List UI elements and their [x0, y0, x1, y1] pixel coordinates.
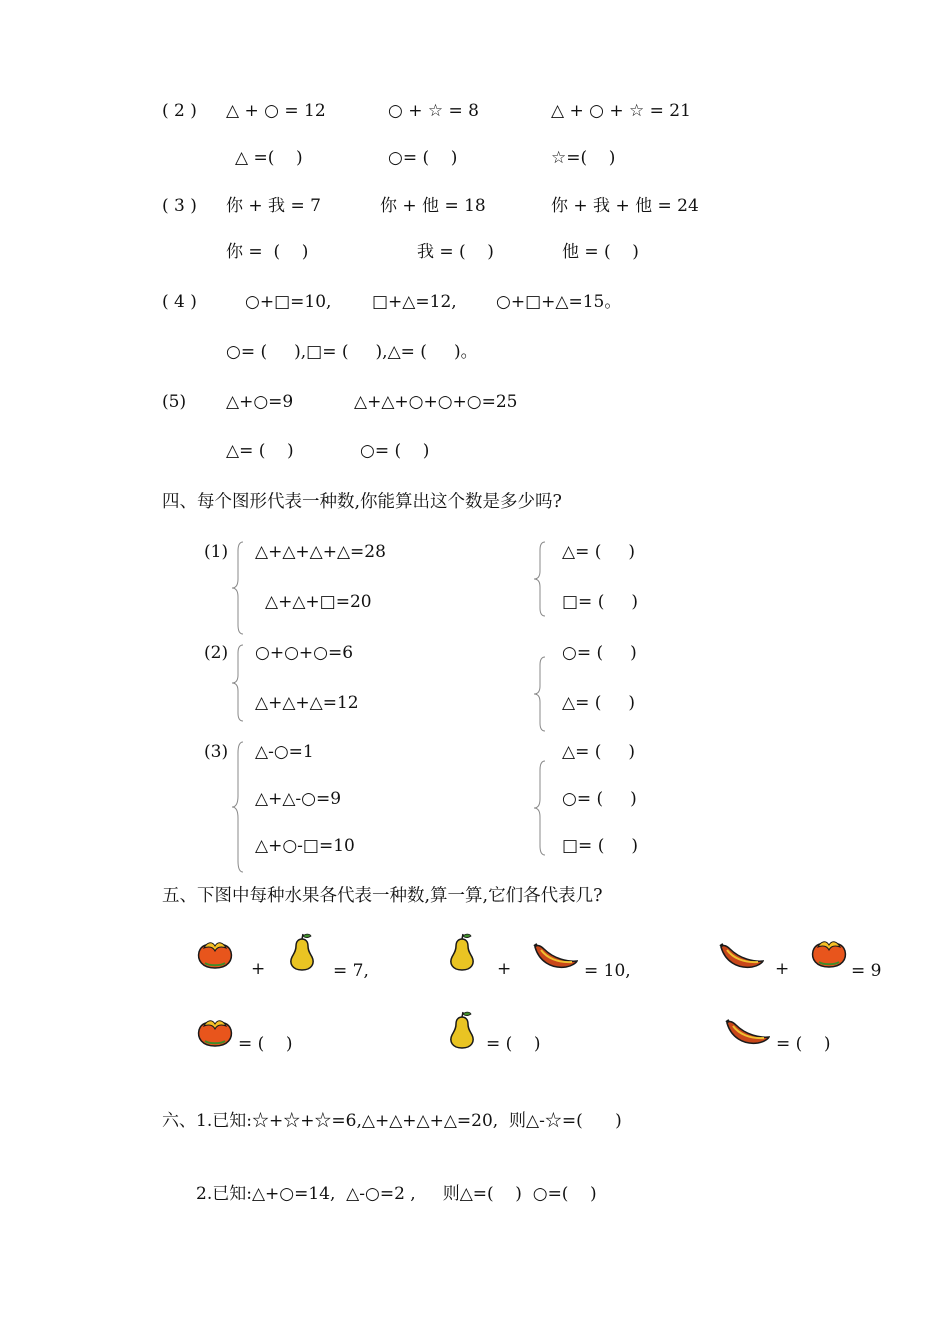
s4-p1-left-brace — [230, 541, 246, 635]
p2-answer-circle: ○= ( ) — [388, 148, 458, 168]
p5-label: (5) — [162, 392, 187, 412]
s4-p3-eq1: △-○=1 — [255, 742, 314, 762]
p4-eq3: ○+□+△=15。 — [496, 292, 622, 312]
banana-icon — [718, 942, 764, 972]
plus-sign: + — [497, 959, 512, 979]
s4-p1-eq2: △+△+□=20 — [265, 592, 372, 612]
s4-p3-left-brace — [230, 741, 246, 873]
banana-icon — [724, 1018, 770, 1048]
p5-eq1: △+○=9 — [226, 392, 294, 412]
peach-icon — [196, 935, 234, 971]
result-row2: = 10, — [584, 961, 631, 981]
answer-banana: = ( ) — [776, 1034, 831, 1054]
p3-answer-him: 他 = ( ) — [562, 242, 639, 262]
s4-p3-answer-triangle: △= ( ) — [562, 742, 636, 762]
p3-answer-you: 你 = ( ) — [226, 242, 309, 262]
s4-p2-left-brace — [230, 644, 246, 722]
plus-sign: + — [251, 959, 266, 979]
s4-p2-eq1: ○+○+○=6 — [255, 643, 354, 663]
s4-p3-label: (3) — [204, 742, 229, 762]
answer-pear: = ( ) — [486, 1034, 541, 1054]
p4-answers: ○= ( ),□= ( ),△= ( )。 — [226, 342, 478, 362]
peach-icon — [810, 934, 848, 970]
p3-eq2: 你 + 他 = 18 — [380, 196, 486, 216]
p2-label: ( 2 ) — [162, 101, 197, 121]
p5-eq2: △+△+○+○+○=25 — [354, 392, 518, 412]
s4-p1-label: (1) — [204, 542, 229, 562]
p2-answer-triangle: △ =( ) — [235, 148, 303, 168]
p5-answer-circle: ○= ( ) — [360, 441, 430, 461]
p3-label: ( 3 ) — [162, 196, 197, 216]
p3-eq1: 你 + 我 = 7 — [226, 196, 321, 216]
p4-eq2: □+△=12, — [372, 292, 457, 312]
s4-p2-right-brace — [532, 656, 548, 732]
p3-eq3: 你 + 我 + 他 = 24 — [551, 196, 699, 216]
p5-answer-triangle: △= ( ) — [226, 441, 294, 461]
section6-q1: 六、1.已知:☆+☆+☆=6,△+△+△+△=20, 则△-☆=( ) — [162, 1111, 622, 1131]
p3-answer-me: 我 = ( ) — [417, 242, 494, 262]
peach-icon — [196, 1013, 234, 1049]
section4-title: 四、每个图形代表一种数,你能算出这个数是多少吗? — [162, 492, 562, 512]
s4-p3-answer-circle: ○= ( ) — [562, 789, 637, 809]
answer-peach: = ( ) — [238, 1034, 293, 1054]
s4-p1-right-brace — [532, 541, 548, 617]
banana-icon — [532, 942, 578, 972]
s4-p3-eq3: △+○-□=10 — [255, 836, 355, 856]
p4-label: ( 4 ) — [162, 292, 197, 312]
plus-sign: + — [775, 959, 790, 979]
s4-p2-label: (2) — [204, 643, 229, 663]
s4-p3-eq2: △+△-○=9 — [255, 789, 342, 809]
s4-p2-answer-circle: ○= ( ) — [562, 643, 637, 663]
pear-icon — [286, 932, 318, 972]
p4-eq1: ○+□=10, — [245, 292, 332, 312]
result-row1: = 7, — [333, 961, 369, 981]
section5-title: 五、下图中每种水果各代表一种数,算一算,它们各代表几? — [162, 886, 603, 906]
p2-eq3: △ + ○ + ☆ = 21 — [551, 101, 691, 121]
s4-p1-eq1: △+△+△+△=28 — [255, 542, 386, 562]
p2-answer-star: ☆=( ) — [551, 148, 616, 168]
pear-icon — [446, 1010, 478, 1050]
result-row3: = 9 — [851, 961, 882, 981]
section6-q2: 2.已知:△+○=14, △-○=2 , 则△=( ) ○=( ) — [196, 1184, 597, 1204]
s4-p1-answer-square: □= ( ) — [562, 592, 638, 612]
pear-icon — [446, 932, 478, 972]
s4-p2-answer-triangle: △= ( ) — [562, 693, 636, 713]
s4-p2-eq2: △+△+△=12 — [255, 693, 359, 713]
p2-eq1: △ + ○ = 12 — [226, 101, 326, 121]
p2-eq2: ○ + ☆ = 8 — [388, 101, 479, 121]
s4-p3-answer-square: □= ( ) — [562, 836, 638, 856]
s4-p3-right-brace — [532, 760, 548, 856]
s4-p1-answer-triangle: △= ( ) — [562, 542, 636, 562]
